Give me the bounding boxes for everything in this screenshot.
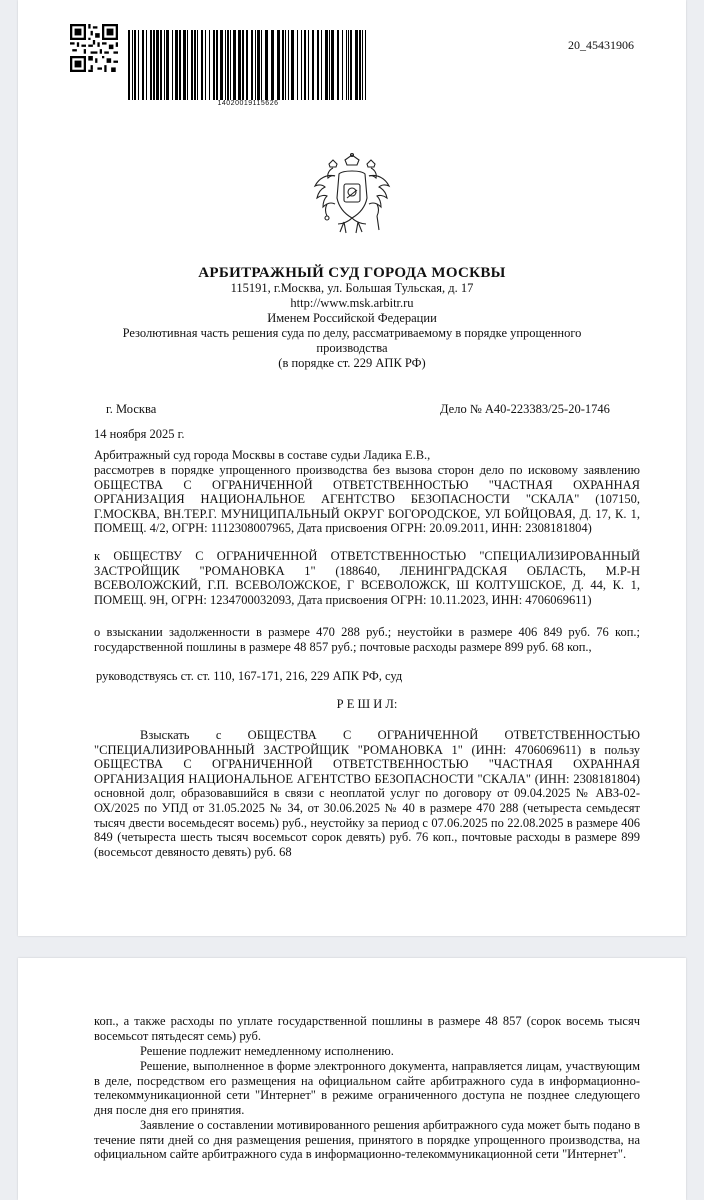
- court-name: АРБИТРАЖНЫЙ СУД ГОРОДА МОСКВЫ: [198, 265, 506, 281]
- ruling-paragraph: Взыскать с ОБЩЕСТВА С ОГРАНИЧЕННОЙ ОТВЕТСТВЕННОСТЬЮ "СПЕЦИАЛИЗИРОВАННЫЙ ЗАСТРОЙЩИК "РОМАНОВКА 1" (ИНН: 4706069611) в пользу ОБЩЕСТВА С ОГРАНИЧЕННОЙ ОТВЕТСТВЕННОСТЬЮ "ЧАСТНАЯ ОХРАННАЯ ОРГАНИЗАЦИЯ НАЦИОНАЛЬНОЕ АГЕНТСТВО БЕЗОПАСНОСТИ "СКАЛА" (ИНН: 2308181804) основной долг, образовавшийся в связи с неоплатой услуг по договору от 09.04.2025 № АВЗ-02-ОХ/2025 по УПД от 31.05.2025 № 34, от 30.06.2025 № 40 в размере 470 288 (четыреста семьдесят тысяч двести восемьдесят восемь) руб., неустойку за период с 07.06.2025 по 22.08.2025 в размере 406 849 (четыреста шесть тысяч восемьсот сорок девять) руб. 76 коп., почтовые расходы в размере 899 (восемьсот девяносто девять) руб. 68: [94, 728, 640, 859]
- court-website: http://www.msk.arbitr.ru: [290, 296, 414, 310]
- electronic-document-paragraph: Решение, выполненное в форме электронного документа, направляется лицам, участвующим в деле, посредством его размещения на официальном сайте арбитражного суда в информационно-телекоммуникационной сети "Интернет" в режиме ограниченного доступа не позднее следующего дня после дня его принятия.: [94, 1059, 640, 1117]
- court-header: [18, 266, 686, 371]
- document-page-1: [18, 0, 686, 936]
- barcode-icon: [128, 30, 368, 100]
- claim-paragraph: о взыскании задолженности в размере 470 288 руб.; неустойки в размере 406 849 руб. 76 коп.; государственной пошлины в размере 48 857 руб.; почтовые расходы размере 899 руб. 68 коп.,: [94, 625, 640, 654]
- motivated-decision-paragraph: Заявление о составлении мотивированного решения арбитражного суда может быть подано в течение пяти дней со дня размещения решения, принятого в порядке упрощенного производства, на официальном сайте арбитражного суда в информационно-телекоммуникационной сети "Интернет".: [94, 1118, 640, 1162]
- document-number: 20_45431906: [568, 38, 634, 52]
- case-line: [94, 402, 640, 417]
- barcode-number: 14020019115626: [217, 100, 279, 107]
- decision-basis: (в порядке ст. 229 АПК РФ): [278, 356, 426, 370]
- decision-type-line-1: Резолютивная часть решения суда по делу, рассматриваемому в порядке упрощенного: [122, 326, 582, 340]
- decision-type-line-2: производства: [316, 341, 388, 355]
- qr-code-icon: [70, 24, 118, 72]
- judge-line: Арбитражный суд города Москвы в составе судьи Ладика Е.В.,: [94, 448, 431, 462]
- defendant-paragraph: к ОБЩЕСТВУ С ОГРАНИЧЕННОЙ ОТВЕТСТВЕННОСТЬЮ "СПЕЦИАЛИЗИРОВАННЫЙ ЗАСТРОЙЩИК "РОМАНОВКА 1" (188640, ЛЕНИНГРАДСКАЯ ОБЛАСТЬ, М.Р-Н ВСЕВОЛОЖСКИЙ, Г.П. ВСЕВОЛОЖСКОЕ, Г ВСЕВОЛОЖСК, Ш КОЛТУШСКОЕ, Д. 44, К. 1, ПОМЕЩ. 9Н, ОГРН: 1234700032093, Дата присвоения ОГРН: 10.11.2023, ИНН: 4706069611): [94, 549, 640, 607]
- case-number: Дело № А40-223383/25-20-1746: [440, 402, 610, 416]
- double-headed-eagle-emblem-icon: [313, 152, 391, 240]
- guided-by-line: руководствуясь ст. ст. 110, 167-171, 216, 229 АПК РФ, суд: [96, 669, 403, 683]
- immediate-execution-line: Решение подлежит немедленному исполнению.: [140, 1044, 394, 1058]
- case-city: г. Москва: [106, 402, 157, 416]
- decided-heading: Р Е Ш И Л:: [336, 697, 398, 711]
- continuation-paragraph: коп., а также расходы по уплате государственной пошлины в размере 48 857 (сорок восемь тысяч восемьсот пятьдесят семь) руб.: [94, 1014, 640, 1043]
- case-date: 14 ноября 2025 г.: [94, 427, 185, 441]
- document-page-2: [18, 958, 686, 1200]
- on-behalf-line: Именем Российской Федерации: [267, 311, 437, 325]
- plaintiff-paragraph: рассмотрев в порядке упрощенного производства без вызова сторон дело по исковому заявлению ОБЩЕСТВА С ОГРАНИЧЕННОЙ ОТВЕТСТВЕННОСТЬЮ "ЧАСТНАЯ ОХРАННАЯ ОРГАНИЗАЦИЯ НАЦИОНАЛЬНОЕ АГЕНТСТВО БЕЗОПАСНОСТИ "СКАЛА" (107150, Г.МОСКВА, ВН.ТЕР.Г. МУНИЦИПАЛЬНЫЙ ОКРУГ БОГОРОДСКОЕ, УЛ БОЙЦОВАЯ, Д. 17, К. 1, ПОМЕЩ. 4/2, ОГРН: 1112308007965, Дата присвоения ОГРН: 20.09.2011, ИНН: 2308181804): [94, 463, 640, 536]
- court-address: 115191, г.Москва, ул. Большая Тульская, д. 17: [230, 281, 474, 295]
